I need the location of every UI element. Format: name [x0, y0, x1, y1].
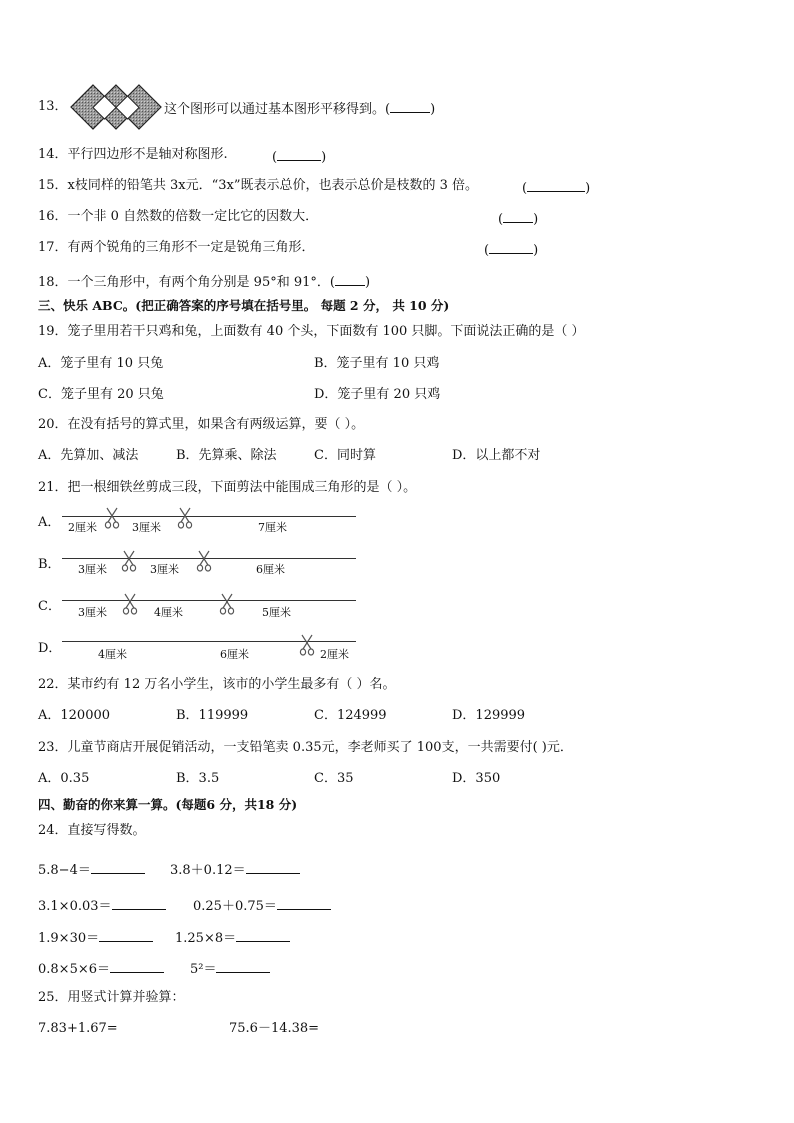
- q23-option-d[interactable]: D．350: [452, 771, 501, 786]
- answer-blank-13[interactable]: [390, 98, 430, 113]
- section-4-heading: 四、勤奋的你来算一算。(每题6 分，共18 分): [38, 797, 298, 812]
- q21-option-c-letter[interactable]: C．: [38, 599, 61, 614]
- scissors-icon: [219, 593, 235, 615]
- answer-blank[interactable]: [91, 859, 145, 874]
- answer-blank[interactable]: [112, 895, 166, 910]
- question-22: 22．某市约有 12 万名小学生，该市的小学生最多有（ ）名。: [38, 677, 396, 692]
- answer-blank-16[interactable]: [503, 208, 533, 223]
- question-24: 24．直接写得数。: [38, 823, 146, 838]
- question-13-number: 13．: [38, 99, 68, 114]
- question-15-answer: ( ): [522, 177, 590, 198]
- q23-option-b[interactable]: B．3.5: [176, 771, 220, 786]
- answer-blank[interactable]: [110, 958, 164, 973]
- q21-option-c-wire: [62, 600, 356, 601]
- q20-option-a[interactable]: A．先算加、减法: [38, 448, 139, 463]
- q23-option-a[interactable]: A．0.35: [38, 771, 90, 786]
- q19-option-a[interactable]: A．笼子里有 10 只兔: [38, 356, 164, 371]
- question-16: 16．一个非 0 自然数的倍数一定比它的因数大．: [38, 209, 319, 224]
- question-21: 21．把一根细铁丝剪成三段，下面剪法中能围成三角形的是（ ）。: [38, 480, 417, 495]
- answer-blank[interactable]: [216, 958, 270, 973]
- calc-item: 1.25×8＝: [175, 927, 290, 948]
- q21-option-b-letter[interactable]: B．: [38, 557, 61, 572]
- q22-option-a[interactable]: A．120000: [38, 708, 111, 723]
- question-14: 14．平行四边形不是轴对称图形.: [38, 147, 228, 162]
- q22-option-c[interactable]: C．124999: [314, 708, 387, 723]
- scissors-icon: [104, 507, 120, 529]
- question-14-answer: ( ): [272, 146, 326, 167]
- q19-option-b[interactable]: B．笼子里有 10 只鸡: [314, 356, 440, 371]
- question-18: 18．一个三角形中，有两个角分别是 95°和 91°．( ): [38, 271, 370, 292]
- section-3-heading: 三、快乐 ABC。(把正确答案的序号填在括号里。 每题 2 分， 共 10 分): [38, 298, 450, 313]
- q20-option-c[interactable]: C．同时算: [314, 448, 376, 463]
- q21-d-segment-3: 2厘米: [320, 648, 349, 661]
- scissors-icon: [196, 550, 212, 572]
- q21-b-segment-1: 3厘米: [78, 563, 107, 576]
- calc-item: 5.8−4＝: [38, 859, 145, 880]
- q21-a-segment-3: 7厘米: [258, 521, 287, 534]
- q21-b-segment-3: 6厘米: [256, 563, 285, 576]
- scissors-icon: [299, 634, 315, 656]
- question-17: 17．有两个锐角的三角形不一定是锐角三角形．: [38, 240, 315, 255]
- q19-option-c[interactable]: C．笼子里有 20 只兔: [38, 387, 164, 402]
- answer-blank[interactable]: [246, 859, 300, 874]
- q20-option-d[interactable]: D．以上都不对: [452, 448, 541, 463]
- question-13-text: 这个图形可以通过基本图形平移得到。( ): [164, 98, 435, 119]
- question-19: 19．笼子里用若干只鸡和兔，上面数有 40 个头，下面数有 100 只脚。下面说法正确的是（ ）: [38, 324, 585, 339]
- scissors-icon: [122, 593, 138, 615]
- q21-option-a-letter[interactable]: A．: [38, 515, 61, 530]
- question-15: 15．x枝同样的铅笔共 3x元．“3x”既表示总价，也表示总价是枝数的 3 倍。: [38, 178, 479, 193]
- q22-option-b[interactable]: B．119999: [176, 708, 249, 723]
- q21-c-segment-3: 5厘米: [262, 606, 291, 619]
- answer-blank-17[interactable]: [489, 239, 533, 254]
- answer-blank-15[interactable]: [527, 177, 585, 192]
- question-17-answer: ( ): [484, 239, 538, 260]
- q21-c-segment-1: 3厘米: [78, 606, 107, 619]
- question-25: 25．用竖式计算并验算：: [38, 990, 185, 1005]
- scissors-icon: [177, 507, 193, 529]
- answer-blank-18[interactable]: [335, 271, 365, 286]
- question-23: 23．儿童节商店开展促销活动，一支铅笔卖 0.35元，李老师买了 100支，一共需要付( )元．: [38, 740, 573, 755]
- q23-option-c[interactable]: C．35: [314, 771, 354, 786]
- q21-option-d-letter[interactable]: D．: [38, 641, 62, 656]
- scissors-icon: [121, 550, 137, 572]
- q21-c-segment-2: 4厘米: [154, 606, 183, 619]
- vertical-calc-item: 7.83+1.67=: [38, 1021, 118, 1036]
- q21-d-segment-1: 4厘米: [98, 648, 127, 661]
- calc-item: 5²＝: [190, 958, 270, 979]
- calc-item: 1.9×30＝: [38, 927, 153, 948]
- q21-b-segment-2: 3厘米: [150, 563, 179, 576]
- vertical-calc-item: 75.6－14.38=: [229, 1021, 320, 1036]
- q19-option-d[interactable]: D．笼子里有 20 只鸡: [314, 387, 441, 402]
- calc-item: 0.8×5×6＝: [38, 958, 164, 979]
- question-16-answer: ( ): [498, 208, 538, 229]
- q21-a-segment-1: 2厘米: [68, 521, 97, 534]
- answer-blank[interactable]: [277, 895, 331, 910]
- calc-item: 3.1×0.03＝: [38, 895, 166, 916]
- calc-item: 0.25＋0.75＝: [193, 895, 331, 916]
- answer-blank[interactable]: [99, 927, 153, 942]
- question-13: [38, 98, 68, 116]
- calc-item: 3.8＋0.12＝: [170, 859, 300, 880]
- question-20: 20．在没有括号的算式里，如果含有两级运算，要（ ）。: [38, 417, 365, 432]
- q22-option-d[interactable]: D．129999: [452, 708, 526, 723]
- q21-d-segment-2: 6厘米: [220, 648, 249, 661]
- q21-a-segment-2: 3厘米: [132, 521, 161, 534]
- answer-blank-14[interactable]: [277, 146, 321, 161]
- diamond-pattern-figure: [70, 84, 162, 130]
- q20-option-b[interactable]: B．先算乘、除法: [176, 448, 277, 463]
- answer-blank[interactable]: [236, 927, 290, 942]
